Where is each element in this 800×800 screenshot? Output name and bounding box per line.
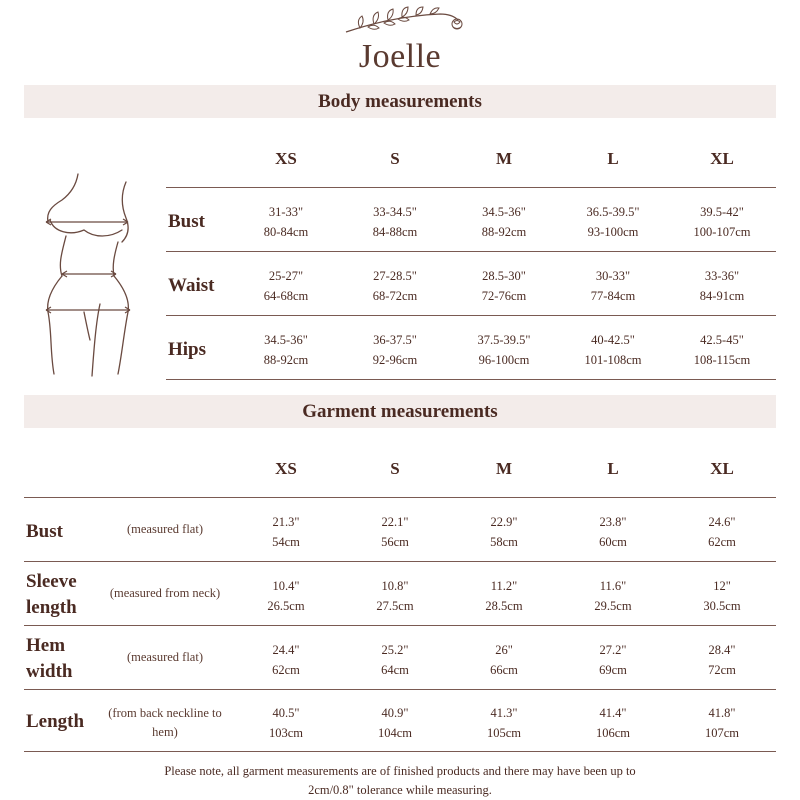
body-row-label-hips: Hips [168, 339, 207, 360]
body-table-rule [166, 315, 776, 316]
garment-cell: 21.3" 54cm [272, 515, 300, 549]
body-table-rule [166, 379, 776, 380]
garment-size-header: M [495, 459, 513, 478]
body-outline-icon [40, 172, 140, 377]
garment-size-header: S [390, 459, 400, 478]
body-cell: 28.5-30" 72-76cm [481, 269, 527, 303]
garment-cell: 25.2" 64cm [381, 643, 409, 677]
garment-cell: 41.8" 107cm [704, 706, 740, 740]
garment-row-label-bust: Bust [26, 521, 63, 542]
brand-header [0, 0, 800, 82]
garment-row-label-length: Length [26, 711, 85, 732]
body-row-label-waist: Waist [168, 275, 215, 296]
body-row-label-bust: Bust [168, 211, 205, 232]
body-cell: 34.5-36" 88-92cm [263, 333, 309, 367]
garment-cell: 22.1" 56cm [381, 515, 409, 549]
body-cell: 36.5-39.5" 93-100cm [586, 205, 640, 239]
garment-row-note: (measured flat) [126, 650, 203, 664]
body-cell: 27-28.5" 68-72cm [372, 269, 418, 303]
body-size-header: M [495, 149, 513, 168]
garment-table-rule [24, 497, 776, 498]
body-cell: 39.5-42" 100-107cm [693, 205, 751, 239]
garment-size-header: L [607, 459, 619, 478]
garment-measurements-title: Garment measurements [24, 395, 776, 428]
garment-row-label-sleeve-length: Sleeve length [26, 571, 77, 618]
garment-cell: 41.4" 106cm [595, 706, 631, 740]
garment-row-note: (measured flat) [126, 522, 203, 536]
garment-row-note: (measured from neck) [109, 586, 221, 600]
garment-cell: 12" 30.5cm [703, 579, 741, 613]
garment-row-label-hem-width: Hem width [26, 635, 73, 682]
body-table-rule [166, 187, 776, 188]
garment-size-header: XL [710, 459, 734, 478]
garment-row-note: (from back neckline to hem) [108, 706, 222, 739]
garment-cell: 11.6" 29.5cm [594, 579, 632, 613]
garment-table-rule [24, 625, 776, 626]
garment-table-rule [24, 751, 776, 752]
body-cell: 25-27" 64-68cm [263, 269, 309, 303]
body-measurements-title: Body measurements [24, 85, 776, 118]
garment-cell: 10.8" 27.5cm [376, 579, 414, 613]
garment-cell: 11.2" 28.5cm [485, 579, 523, 613]
garment-cell: 40.9" 104cm [377, 706, 413, 740]
garment-cell: 28.4" 72cm [708, 643, 736, 677]
garment-cell: 40.5" 103cm [268, 706, 304, 740]
body-cell: 33-36" 84-91cm [699, 269, 745, 303]
body-cell: 33-34.5" 84-88cm [372, 205, 418, 239]
body-cell: 40-42.5" 101-108cm [584, 333, 642, 367]
body-cell: 42.5-45" 108-115cm [693, 333, 751, 367]
body-table-rule [166, 251, 776, 252]
garment-cell: 22.9" 58cm [490, 515, 518, 549]
body-cell: 36-37.5" 92-96cm [372, 333, 418, 367]
body-cell: 37.5-39.5" 96-100cm [477, 333, 531, 367]
body-cell: 34.5-36" 88-92cm [481, 205, 527, 239]
garment-table-rule [24, 561, 776, 562]
body-cell: 31-33" 80-84cm [263, 205, 309, 239]
garment-cell: 23.8" 60cm [599, 515, 627, 549]
brand-name: Joelle [358, 38, 442, 75]
body-size-header: L [607, 149, 619, 168]
garment-cell: 27.2" 69cm [599, 643, 627, 677]
garment-cell: 24.6" 62cm [708, 515, 736, 549]
tolerance-footnote: Please note, all garment measurements are of finished products and there may have been up to 2cm/0.8" tolerance while measuring. [164, 764, 636, 797]
body-size-header: XL [710, 149, 734, 168]
body-cell: 30-33" 77-84cm [590, 269, 636, 303]
floral-sprig-icon [340, 2, 470, 42]
garment-cell: 26" 66cm [490, 643, 518, 677]
garment-cell: 24.4" 62cm [272, 643, 300, 677]
body-size-header: S [390, 149, 400, 168]
garment-cell: 41.3" 105cm [486, 706, 522, 740]
garment-size-header: XS [275, 459, 297, 478]
garment-cell: 10.4" 26.5cm [267, 579, 305, 613]
body-size-header: XS [275, 149, 297, 168]
garment-table-rule [24, 689, 776, 690]
